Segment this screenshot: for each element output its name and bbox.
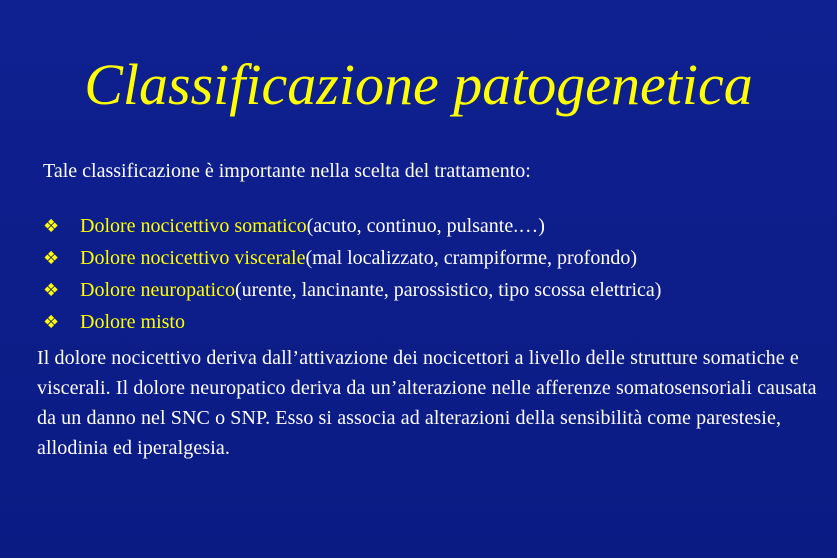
diamond-flower-icon: ❖ (43, 247, 60, 269)
bullet-term: Dolore misto (80, 310, 185, 333)
bullet-term: Dolore neuropatico (80, 278, 235, 301)
intro-text: Tale classificazione è importante nella scelta del trattamento: (43, 160, 531, 182)
bullet-detail: (urente, lancinante, parossistico, tipo scossa elettrica) (234, 278, 662, 301)
body-paragraph: Il dolore nocicettivo deriva dall’attivazione dei nocicettori a livello delle strutture somatiche e viscerali. Il dolore neuropatico deriva da un’alterazione nelle afferenze somatosensoriali causata da un danno nel SNC o SNP. Esso si associa ad alterazioni della sensibilità come parestesie, allodinia ed iperalgesia. (37, 347, 817, 459)
diamond-flower-icon: ❖ (43, 311, 60, 333)
diamond-flower-icon: ❖ (43, 279, 60, 301)
bullet-list (43, 210, 833, 338)
bullet-item (43, 210, 833, 242)
bullet-detail: (acuto, continuo, pulsante.…) (306, 214, 545, 237)
bullet-detail: (mal localizzato, crampiforme, profondo) (305, 246, 637, 269)
slide-title: Classificazione patogenetica (84, 52, 753, 117)
bullet-term: Dolore nocicettivo somatico (80, 214, 307, 237)
bullet-item (43, 274, 833, 306)
bullet-item (43, 306, 833, 338)
bullet-item (43, 242, 833, 274)
bullet-term: Dolore nocicettivo viscerale (80, 246, 306, 269)
diamond-flower-icon: ❖ (43, 215, 60, 237)
